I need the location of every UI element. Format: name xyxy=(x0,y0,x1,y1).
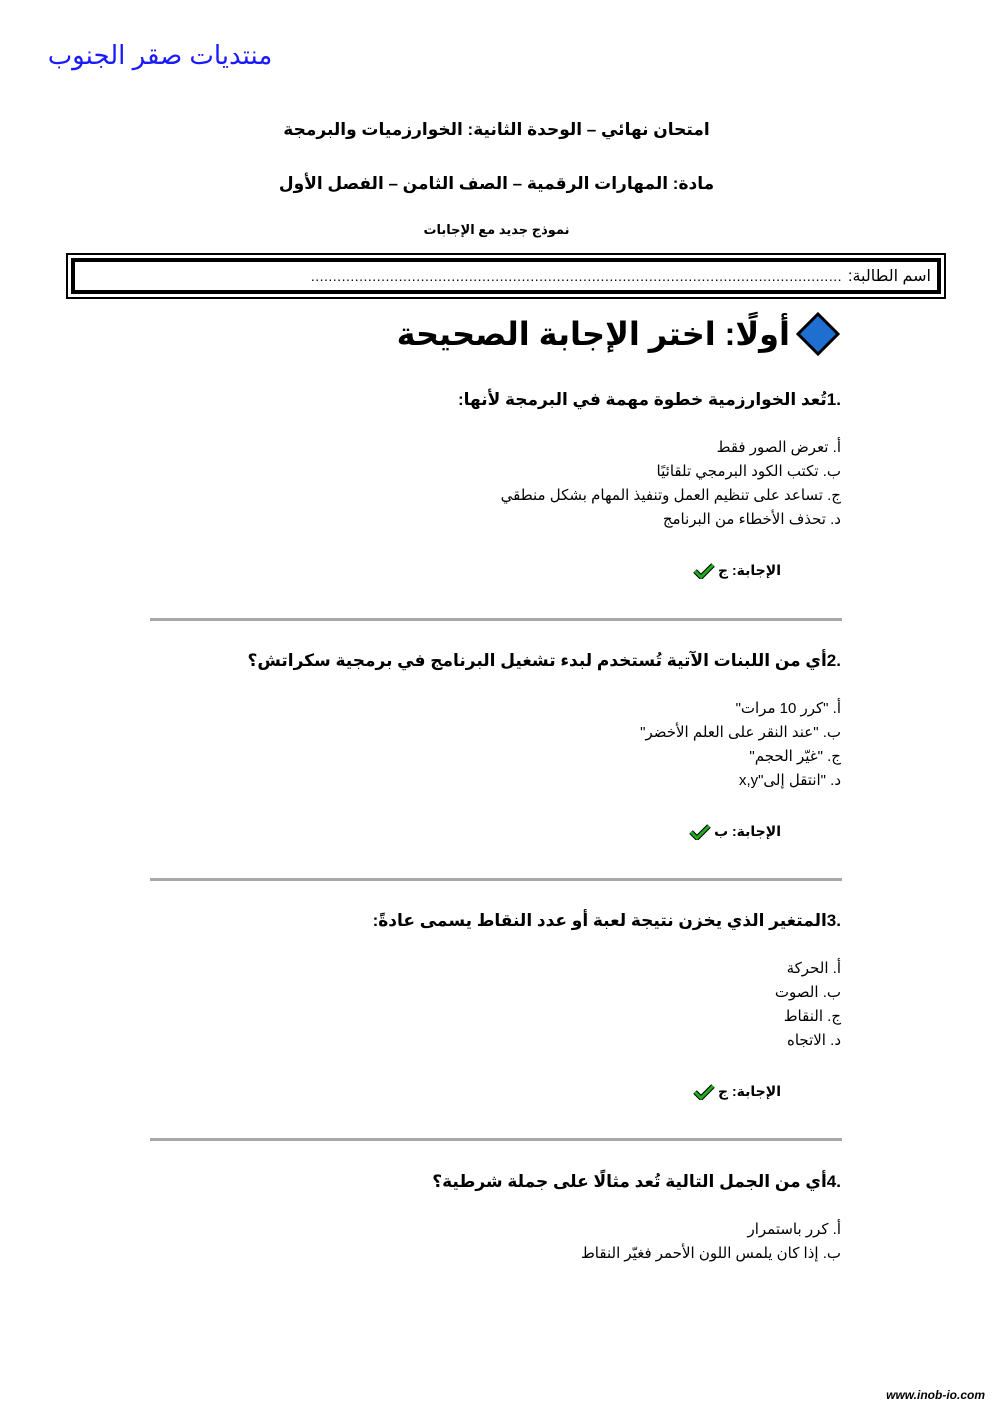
option-a: أ. تعرض الصور فقط xyxy=(716,439,841,456)
exam-note: نموذج جديد مع الإجابات xyxy=(423,222,570,237)
check-icon xyxy=(693,1084,715,1100)
options-list xyxy=(141,1218,841,1266)
option-c: ج. "غيّر الحجم" xyxy=(749,748,841,765)
option-b: ب. "عند النقر على العلم الأخضر" xyxy=(640,724,841,741)
option-a: أ. "كرر 10 مرات" xyxy=(735,700,841,717)
question-text: .3المتغير الذي يخزن نتيجة لعبة أو عدد النقاط يسمى عادةً: xyxy=(372,911,841,930)
answer-text: الإجابة: ج xyxy=(718,562,781,578)
option-b: ب. تكتب الكود البرمجي تلقائيًا xyxy=(656,463,841,480)
options-list xyxy=(141,436,841,532)
exam-subject: مادة: المهارات الرقمية – الصف الثامن – الفصل الأول xyxy=(278,174,715,193)
option-c: ج. تساعد على تنظيم العمل وتنفيذ المهام بشكل منطقي xyxy=(500,487,841,504)
answer xyxy=(141,1083,841,1100)
student-name-field[interactable]: ......................................................................................................................... xyxy=(310,268,842,284)
option-b: ب. الصوت xyxy=(774,984,841,1001)
section-heading xyxy=(300,312,840,356)
question-4 xyxy=(141,1172,841,1266)
answer-text: الإجابة: ج xyxy=(718,1083,781,1099)
option-d: د. "انتقل إلى"x,y xyxy=(738,772,841,789)
options-list xyxy=(141,957,841,1053)
footer-url[interactable]: www.inob-io.com xyxy=(886,1388,985,1402)
student-name-label: اسم الطالبة: xyxy=(848,268,931,285)
question-text: .1تُعد الخوارزمية خطوة مهمة في البرمجة لأنها: xyxy=(457,390,841,409)
question-1 xyxy=(141,390,841,579)
exam-title: امتحان نهائي – الوحدة الثانية: الخوارزميات والبرمجة xyxy=(283,120,710,139)
student-name-box xyxy=(66,253,946,299)
divider xyxy=(150,618,842,621)
blue-diamond-icon xyxy=(796,312,840,356)
options-list xyxy=(141,697,841,793)
option-c: ج. النقاط xyxy=(783,1008,841,1025)
option-b: ب. إذا كان يلمس اللون الأحمر فغيّر النقاط xyxy=(580,1245,841,1262)
answer-text: الإجابة: ب xyxy=(714,823,781,839)
question-3 xyxy=(141,911,841,1100)
answer xyxy=(141,562,841,579)
option-d: د. تحذف الأخطاء من البرنامج xyxy=(662,511,841,528)
question-text: .4أي من الجمل التالية تُعد مثالًا على جملة شرطية؟ xyxy=(432,1172,841,1191)
check-icon xyxy=(693,563,715,579)
option-a: أ. كرر باستمرار xyxy=(747,1221,841,1238)
option-a: أ. الحركة xyxy=(786,960,841,977)
site-title: منتديات صقر الجنوب xyxy=(47,40,273,70)
divider xyxy=(150,878,842,881)
divider xyxy=(150,1138,842,1141)
section-title: أولًا: اختر الإجابة الصحيحة xyxy=(396,316,790,352)
check-icon xyxy=(689,824,711,840)
question-2 xyxy=(141,651,841,840)
answer xyxy=(141,823,841,840)
question-text: .2أي من اللبنات الآتية تُستخدم لبدء تشغيل البرنامج في برمجية سكراتش؟ xyxy=(247,651,841,670)
option-d: د. الاتجاه xyxy=(786,1032,841,1049)
